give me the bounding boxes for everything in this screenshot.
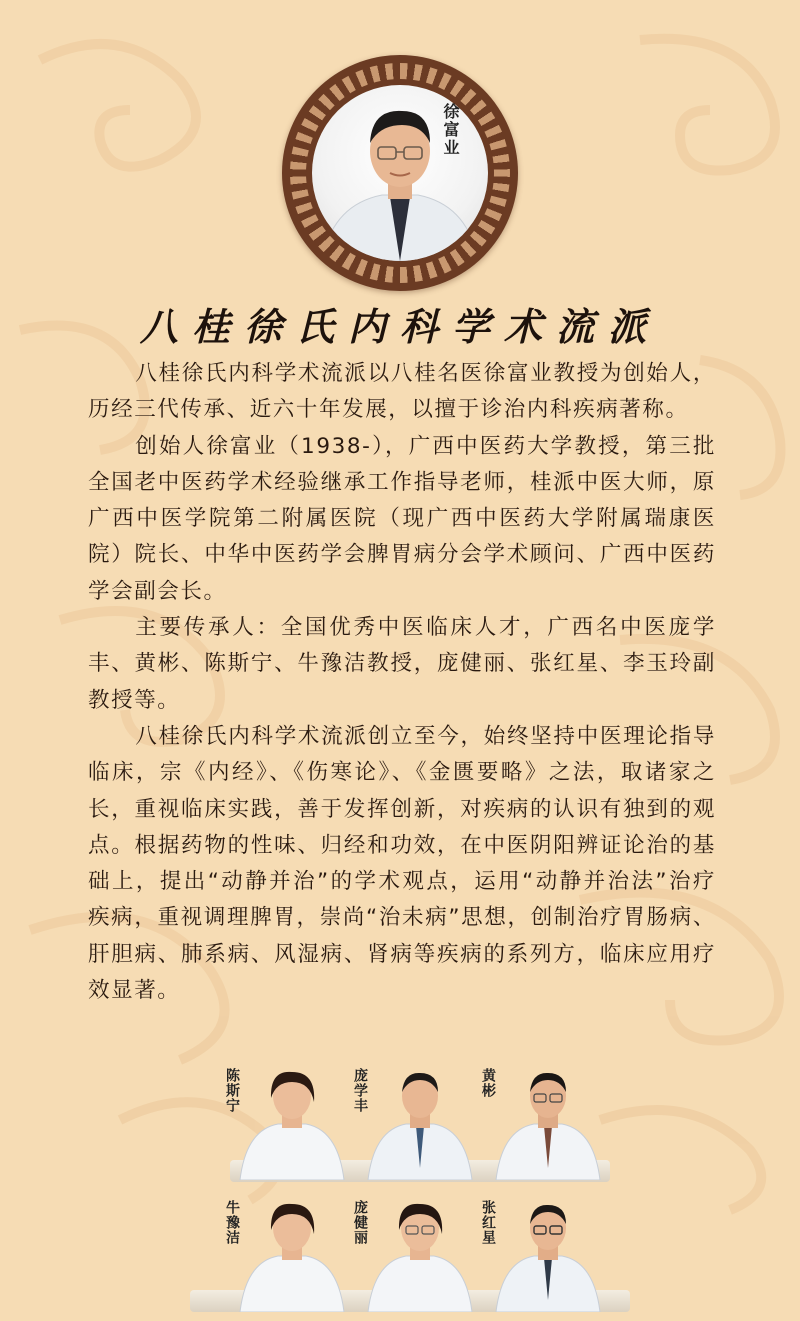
paragraph-intro: 八桂徐氏内科学术流派以八桂名医徐富业教授为创始人，历经三代传承、近六十年发展，以擅于诊治内科疾病著称。	[88, 361, 716, 423]
page-title: 八桂徐氏内科学术流派	[139, 304, 660, 349]
inheritor-figure	[364, 1200, 476, 1312]
inheritor-name: 庞学丰	[352, 1068, 368, 1113]
inheritor-photo-3	[478, 1068, 608, 1188]
paragraph-academic-thought: 八桂徐氏内科学术流派创立至今，始终坚持中医理论指导临床，宗《内经》、《伤寒论》、《金匮要略》之法，取诸家之长，重视临床实践，善于发挥创新，对疾病的认识有独到的观点。根据药物的性味、归经和功效，在中医阴阳辨证论治的基础上，提出“动静并治”的学术观点，运用“动静并治法”治疗疾病，重视调理脾胃，崇尚“治未病”思想，创制治疗胃肠病、肝胆病、肺系病、风湿病、肾病等疾病的系列方，临床应用疗效显著。	[88, 723, 716, 1004]
inheritor-photo-2	[350, 1068, 480, 1188]
inheritor-photo-5	[350, 1200, 480, 1320]
founder-portrait-frame	[282, 55, 518, 291]
article-body	[88, 356, 716, 1009]
inheritor-figure	[492, 1200, 604, 1312]
inheritor-name: 庞健丽	[352, 1200, 368, 1245]
inheritor-name: 陈斯宁	[224, 1068, 240, 1113]
inheritor-figure	[236, 1200, 348, 1312]
inheritor-name: 张红星	[480, 1200, 496, 1245]
paragraph-inheritors: 主要传承人：全国优秀中医临床人才，广西名中医庞学丰、黄彬、陈斯宁、牛豫洁教授，庞健丽、张红星、李玉玲副教授等。	[88, 615, 716, 713]
inheritor-figure	[364, 1068, 476, 1180]
inheritor-photo-4	[222, 1200, 352, 1320]
inheritor-figure	[236, 1068, 348, 1180]
paragraph-founder: 创始人徐富业（1938-），广西中医药大学教授，第三批全国老中医药学术经验继承工作指导老师，桂派中医大师，原广西中医学院第二附属医院（现广西中医药大学附属瑞康医院）院长、中华中医药学会脾胃病分会学术顾问、广西中医药学会副会长。	[88, 433, 716, 604]
inheritor-photo-1	[222, 1068, 352, 1188]
inheritor-photo-6	[478, 1200, 608, 1320]
inheritor-figure	[492, 1068, 604, 1180]
inheritor-name: 黄彬	[480, 1068, 496, 1098]
inheritor-name: 牛豫洁	[224, 1200, 240, 1245]
founder-name-label: 徐富业	[441, 103, 460, 157]
